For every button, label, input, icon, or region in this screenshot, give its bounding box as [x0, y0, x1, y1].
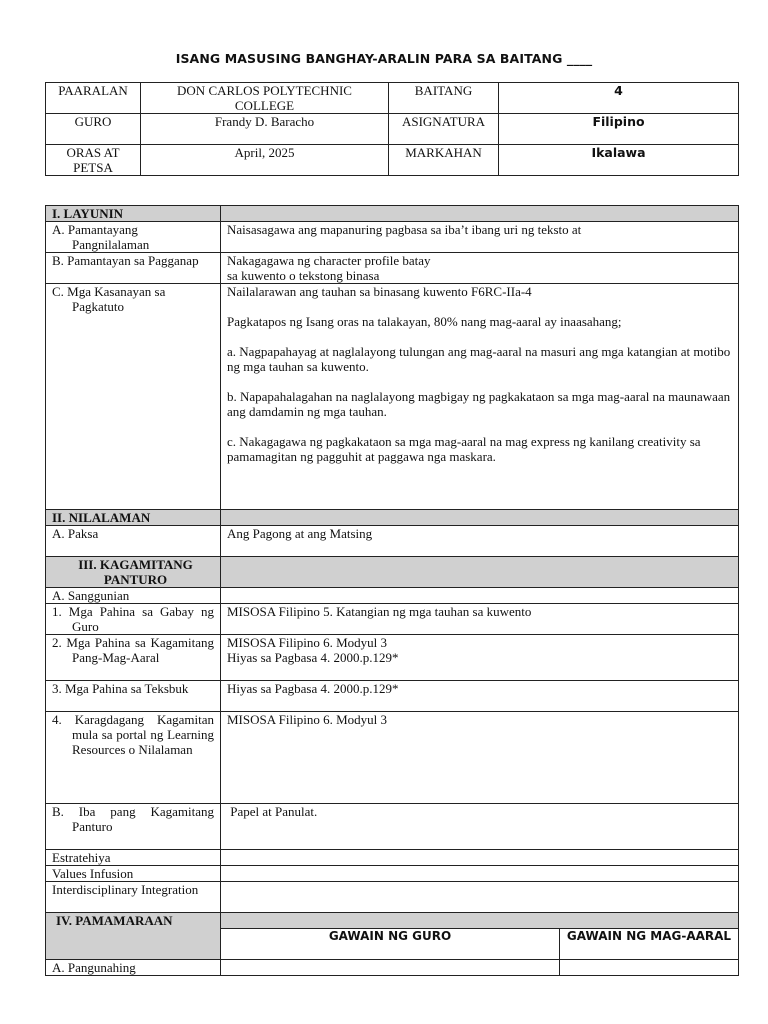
kasanayan-pagkatuto-label: C. Mga Kasanayan sa Pagkatuto	[46, 284, 221, 510]
sanggunian-label: A. Sanggunian	[46, 588, 221, 604]
paaralan-label: PAARALAN	[46, 83, 141, 114]
pamamaraan-heading: IV. PAMAMARAAN	[46, 913, 221, 960]
layunin-heading: I. LAYUNIN	[46, 206, 221, 222]
karagdagang-kagamitan-label: 4. Karagdagang Kagamitan mula sa portal ng Learning Resources o Nilalaman	[46, 712, 221, 804]
teksbuk-value: Hiyas sa Pagbasa 4. 2000.p.129*	[221, 681, 739, 712]
baitang-label: BAITANG	[389, 83, 499, 114]
interdisciplinary-value	[221, 882, 739, 913]
pangunahing-mag-aaral-cell	[560, 960, 739, 976]
kasanayan-objective-c: c. Nakagagawa ng pagkakataon sa mga mag-aaral na mag express ng kanilang creativity sa pamamagitan ng pagguhit at paggawa nga maskara.	[227, 434, 701, 464]
nilalaman-heading-fill	[221, 510, 739, 526]
kagamitang-mag-aaral-label: 2. Mga Pahina sa Kagamitang Pang-Mag-Aaral	[46, 635, 221, 681]
pamantayan-pagganap-label: B. Pamantayan sa Pagganap	[46, 253, 221, 284]
values-infusion-value	[221, 866, 739, 882]
pamantayan-pagganap-line-2: sa kuwento o tekstong binasa	[227, 268, 380, 283]
kasanayan-line-0: Nailalarawan ang tauhan sa binasang kuwento F6RC-IIa-4	[227, 284, 532, 299]
guro-value: Frandy D. Baracho	[141, 114, 389, 145]
oras-petsa-label: ORAS AT PETSA	[46, 145, 141, 176]
kasanayan-line-1: Pagkatapos ng Isang oras na talakayan, 80% nang mag-aaral ay inaasahang;	[227, 314, 622, 329]
asignatura-label: ASIGNATURA	[389, 114, 499, 145]
kagamitan-heading: III. KAGAMITANG PANTURO	[46, 557, 221, 588]
document-title: ISANG MASUSING BANGHAY-ARALIN PARA SA BAITANG ____	[175, 51, 593, 66]
estratehiya-value	[221, 850, 739, 866]
nilalaman-heading: II. NILALAMAN	[46, 510, 221, 526]
kagamitang-mag-aaral-value	[221, 635, 739, 681]
layunin-heading-fill	[221, 206, 739, 222]
lesson-plan-table	[45, 205, 739, 976]
markahan-value: Ikalawa	[499, 145, 739, 176]
markahan-label: MARKAHAN	[389, 145, 499, 176]
gabay-guro-value: MISOSA Filipino 5. Katangian ng mga tauhan sa kuwento	[221, 604, 739, 635]
pangunahing-label: A. Pangunahing	[46, 960, 221, 976]
kasanayan-objective-b: b. Napapahalagahan na naglalayong magbigay ng pagkakataon sa mga mag-aaral na maunawaan ang damdamin ng mga tauhan.	[227, 389, 731, 419]
kagamitang-mag-aaral-line-1: MISOSA Filipino 6. Modyul 3	[227, 635, 388, 650]
values-infusion-label: Values Infusion	[46, 866, 221, 882]
kasanayan-objective-a: a. Nagpapahayag at naglalayong tulungan ang mag-aaral na masuri ang mga katangian at motibo ng mga tauhan sa kuwento.	[227, 344, 731, 374]
asignatura-value: Filipino	[499, 114, 739, 145]
baitang-value: 4	[499, 83, 739, 114]
header-info-table	[45, 82, 739, 176]
oras-petsa-value: April, 2025	[141, 145, 389, 176]
karagdagang-kagamitan-value: MISOSA Filipino 6. Modyul 3	[221, 712, 739, 804]
interdisciplinary-label: Interdisciplinary Integration	[46, 882, 221, 913]
kagamitang-mag-aaral-line-2: Hiyas sa Pagbasa 4. 2000.p.129*	[227, 650, 399, 665]
guro-label: GURO	[46, 114, 141, 145]
gawain-guro-header: GAWAIN NG GURO	[221, 929, 560, 960]
teksbuk-label: 3. Mga Pahina sa Teksbuk	[46, 681, 221, 712]
pamantayang-pangnilalaman-value: Naisasagawa ang mapanuring pagbasa sa iba’t ibang uri ng teksto at	[221, 222, 739, 253]
kasanayan-pagkatuto-value	[221, 284, 739, 510]
gawain-mag-aaral-header: GAWAIN NG MAG-AARAL	[560, 929, 739, 960]
pamantayan-pagganap-value	[221, 253, 739, 284]
sanggunian-value	[221, 588, 739, 604]
paksa-label: A. Paksa	[46, 526, 221, 557]
gabay-guro-label: 1. Mga Pahina sa Gabay ng Guro	[46, 604, 221, 635]
iba-pang-kagamitan-value: Papel at Panulat.	[221, 804, 739, 850]
iba-pang-kagamitan-label: B. Iba pang Kagamitang Panturo	[46, 804, 221, 850]
pamantayang-pangnilalaman-label: A. Pamantayang Pangnilalaman	[46, 222, 221, 253]
pangunahing-guro-cell	[221, 960, 560, 976]
pamantayan-pagganap-line-1: Nakagagawa ng character profile batay	[227, 253, 431, 268]
estratehiya-label: Estratehiya	[46, 850, 221, 866]
kagamitan-heading-fill	[221, 557, 739, 588]
pamamaraan-heading-fill	[221, 913, 739, 929]
paksa-value: Ang Pagong at ang Matsing	[221, 526, 739, 557]
paaralan-value: DON CARLOS POLYTECHNIC COLLEGE	[141, 83, 389, 114]
